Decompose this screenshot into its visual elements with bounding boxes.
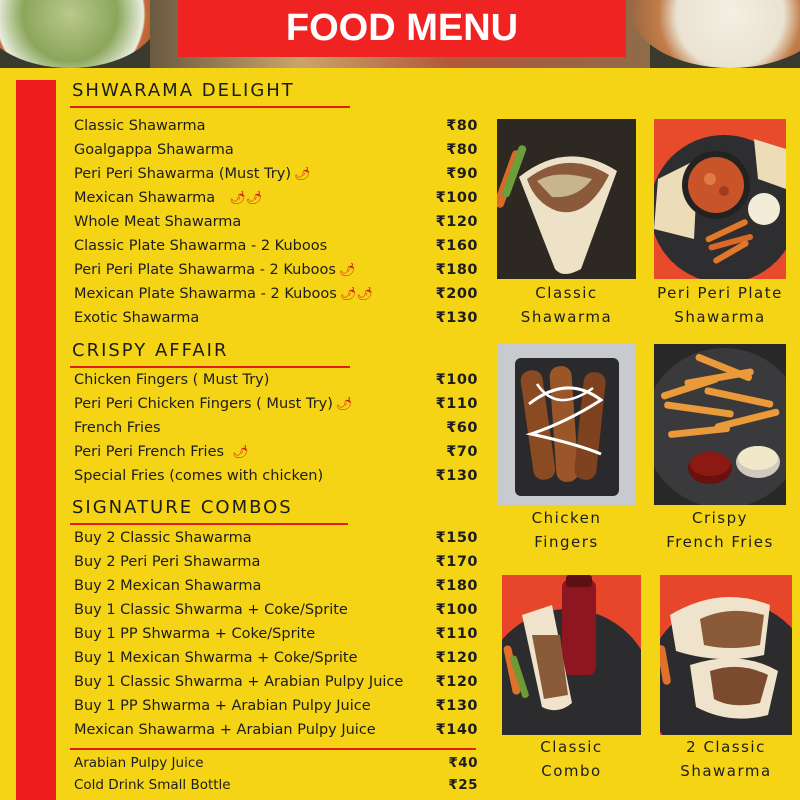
- item-price: ₹110: [435, 396, 478, 412]
- photo-caption: [497, 506, 636, 554]
- title-banner: [178, 0, 626, 57]
- salad-bowl-image: [0, 0, 160, 68]
- section-title-combos: SIGNATURE COMBOS: [72, 497, 293, 518]
- item-price: ₹150: [435, 530, 478, 546]
- item-name: [74, 286, 373, 302]
- item-price: ₹40: [448, 755, 478, 771]
- chili-pepper-icon: 🌶: [293, 167, 311, 182]
- item-name: Buy 1 PP Shwarma + Coke/Sprite: [74, 626, 316, 642]
- menu-item: [74, 166, 478, 188]
- item-price: ₹60: [446, 420, 478, 436]
- item-price: ₹130: [435, 310, 478, 326]
- item-name: [74, 262, 355, 278]
- caption-line: Peri Peri Plate: [657, 284, 783, 302]
- item-name: [74, 396, 352, 412]
- two-classic-shawarma-photo: [660, 575, 792, 735]
- french-fries-photo: [654, 344, 786, 505]
- menu-item: [74, 190, 478, 212]
- photo-caption: [497, 281, 636, 329]
- item-price: ₹80: [446, 118, 478, 134]
- menu-item: [74, 286, 478, 308]
- item-name: Buy 1 PP Shwarma + Arabian Pulpy Juice: [74, 698, 371, 714]
- chili-pepper-icon: 🌶: [335, 397, 353, 412]
- left-accent-bar: [16, 80, 56, 800]
- item-name: Buy 2 Peri Peri Shawarma: [74, 554, 261, 570]
- drinks-divider: [70, 748, 476, 750]
- menu-item: [74, 554, 478, 576]
- peri-peri-plate-photo: [654, 119, 786, 279]
- item-price: ₹130: [435, 698, 478, 714]
- menu-item: [74, 262, 478, 284]
- caption-line: Chicken: [531, 509, 602, 527]
- menu-item: [74, 118, 478, 140]
- menu-item: [74, 602, 478, 624]
- item-price: ₹140: [435, 722, 478, 738]
- item-name: [74, 190, 262, 206]
- menu-item: [74, 214, 478, 236]
- caption-line: Shawarma: [520, 308, 613, 326]
- chili-pepper-icon: 🌶: [338, 263, 356, 278]
- chicken-fingers-photo: [497, 344, 636, 505]
- item-name: French Fries: [74, 420, 161, 436]
- menu-item: [74, 674, 478, 696]
- item-name-text: Mexican Plate Shawarma - 2 Kuboos: [74, 286, 337, 302]
- section-title-shawarma: SHWARAMA DELIGHT: [72, 80, 295, 101]
- menu-item: [74, 444, 478, 466]
- menu-item: [74, 468, 478, 490]
- item-price: ₹100: [435, 602, 478, 618]
- menu-item: [74, 310, 478, 332]
- section-divider: [70, 106, 350, 108]
- item-name: Buy 2 Classic Shawarma: [74, 530, 252, 546]
- item-price: ₹100: [435, 372, 478, 388]
- item-name: Special Fries (comes with chicken): [74, 468, 324, 484]
- item-name: Chicken Fingers ( Must Try): [74, 372, 270, 388]
- menu-item: [74, 420, 478, 442]
- item-name: Whole Meat Shawarma: [74, 214, 242, 230]
- item-name-text: Mexican Shawarma: [74, 190, 216, 206]
- caption-line: Classic: [535, 284, 598, 302]
- item-name: Arabian Pulpy Juice: [74, 755, 204, 771]
- caption-line: Combo: [541, 762, 602, 780]
- item-name: Buy 1 Mexican Shwarma + Coke/Sprite: [74, 650, 358, 666]
- chili-pepper-icon: 🌶🌶: [339, 287, 373, 302]
- drink-item: [74, 777, 478, 799]
- item-price: ₹120: [435, 214, 478, 230]
- item-name: Mexican Shawarma + Arabian Pulpy Juice: [74, 722, 376, 738]
- photo-caption: [502, 735, 641, 783]
- menu-item: [74, 722, 478, 744]
- caption-line: Shawarma: [674, 308, 766, 326]
- menu-title: FOOD MENU: [285, 7, 519, 49]
- item-price: ₹130: [435, 468, 478, 484]
- item-name-text: Peri Peri Chicken Fingers ( Must Try): [74, 396, 333, 412]
- drink-item: [74, 755, 478, 777]
- item-price: ₹25: [448, 777, 478, 793]
- item-name-text: Peri Peri Plate Shawarma - 2 Kuboos: [74, 262, 336, 278]
- section-divider: [70, 523, 348, 525]
- item-name: Classic Shawarma: [74, 118, 206, 134]
- caption-line: Fingers: [534, 533, 599, 551]
- menu-item: [74, 372, 478, 394]
- photo-caption: [652, 506, 788, 554]
- item-name: Buy 1 Classic Shwarma + Coke/Sprite: [74, 602, 348, 618]
- item-price: ₹100: [435, 190, 478, 206]
- item-price: ₹180: [435, 578, 478, 594]
- menu-item: [74, 396, 478, 418]
- menu-item: [74, 142, 478, 164]
- item-price: ₹200: [435, 286, 478, 302]
- caption-line: Shawarma: [680, 762, 772, 780]
- section-divider: [70, 366, 350, 368]
- item-price: ₹180: [435, 262, 478, 278]
- item-price: ₹110: [435, 626, 478, 642]
- menu-item: [74, 650, 478, 672]
- menu-item: [74, 626, 478, 648]
- item-name: Classic Plate Shawarma - 2 Kuboos: [74, 238, 328, 254]
- photo-caption: [650, 281, 790, 329]
- chili-pepper-icon: 🌶🌶: [229, 191, 263, 206]
- item-name: Exotic Shawarma: [74, 310, 200, 326]
- item-name: Buy 1 Classic Shwarma + Arabian Pulpy Juice: [74, 674, 404, 690]
- item-price: ₹120: [435, 674, 478, 690]
- item-price: ₹80: [446, 142, 478, 158]
- menu-item: [74, 698, 478, 720]
- section-title-crispy: CRISPY AFFAIR: [72, 340, 229, 361]
- chili-pepper-icon: 🌶: [232, 445, 249, 460]
- caption-line: Classic: [540, 738, 603, 756]
- item-price: ₹170: [435, 554, 478, 570]
- item-price: ₹70: [446, 444, 478, 460]
- item-name: Cold Drink Small Bottle: [74, 777, 231, 793]
- item-price: ₹160: [435, 238, 478, 254]
- classic-combo-photo: [502, 575, 641, 735]
- dip-bowl-image: [630, 0, 800, 68]
- menu-item: [74, 530, 478, 552]
- caption-line: French Fries: [666, 533, 774, 551]
- item-name: [74, 166, 311, 182]
- item-price: ₹90: [446, 166, 478, 182]
- item-name: Goalgappa Shawarma: [74, 142, 234, 158]
- caption-line: Crispy: [691, 509, 749, 527]
- item-name: Buy 2 Mexican Shawarma: [74, 578, 262, 594]
- menu-item: [74, 578, 478, 600]
- menu-item: [74, 238, 478, 260]
- photo-caption: [660, 735, 792, 783]
- item-name-text: Peri Peri Shawarma (Must Try): [74, 166, 291, 182]
- caption-line: 2 Classic: [686, 738, 766, 756]
- item-name: [74, 444, 249, 460]
- item-price: ₹120: [435, 650, 478, 666]
- item-name-text: Peri Peri French Fries: [74, 444, 225, 460]
- classic-shawarma-photo: [497, 119, 636, 279]
